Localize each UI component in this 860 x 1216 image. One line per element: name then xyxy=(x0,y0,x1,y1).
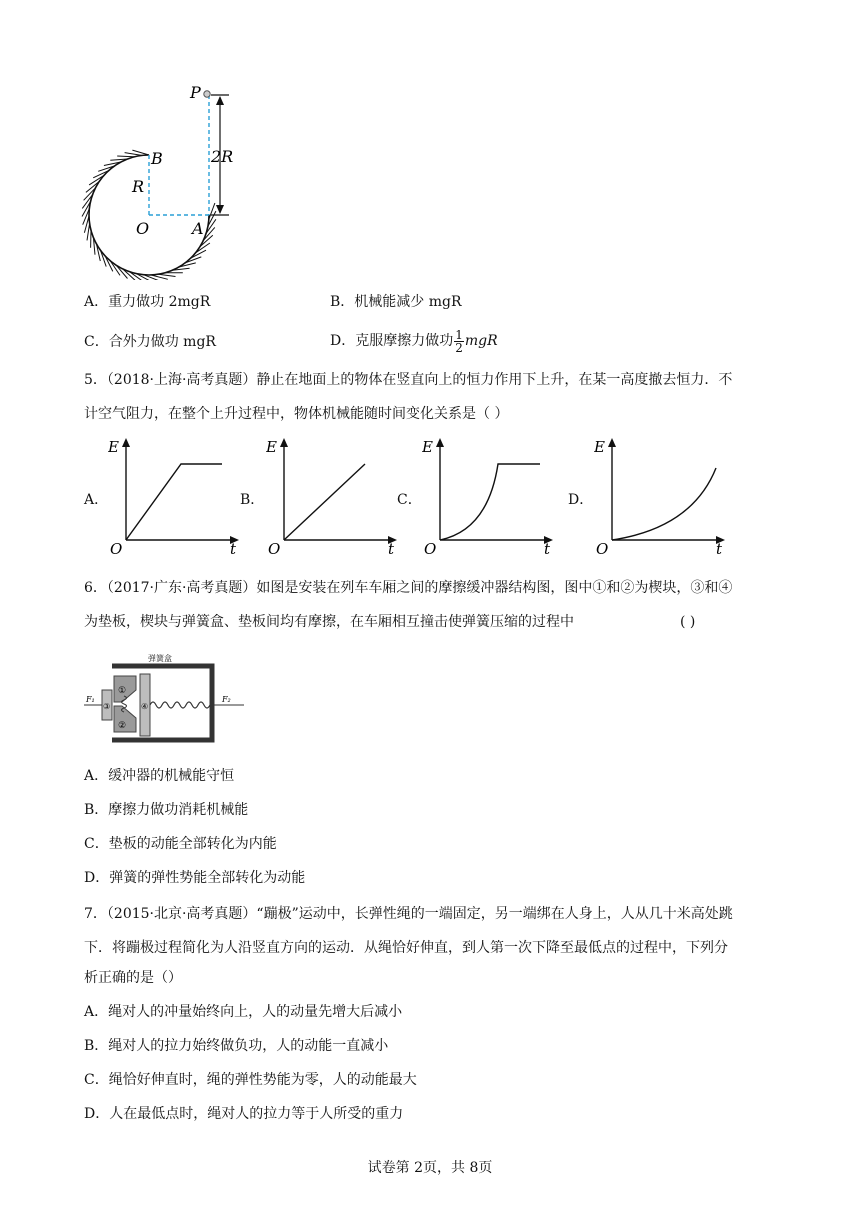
page-footer: 试卷第 2页，共 8页 xyxy=(367,1160,493,1176)
label-e: E xyxy=(422,438,433,456)
option-letter: C． xyxy=(84,334,109,350)
option-tail: mgR xyxy=(464,333,498,349)
q4-option-a[interactable] xyxy=(84,292,210,312)
option-text: 合外力做功 mgR xyxy=(108,334,216,350)
curve-b xyxy=(284,464,365,540)
q6-option-b[interactable]: B．摩擦力做功消耗机械能 xyxy=(84,802,249,818)
label-r: R xyxy=(132,177,145,196)
q5-graph-a[interactable] xyxy=(108,434,248,556)
q7-option-b[interactable]: B．绳对人的拉力始终做负功，人的动能一直减小 xyxy=(84,1038,389,1054)
option-text: 克服摩擦力做功 xyxy=(355,333,454,349)
q6-stem-line2: 为垫板，楔块与弹簧盒、垫板间均有摩擦，在车厢相互撞击使弹簧压缩的过程中 xyxy=(84,614,574,630)
q7-option-a[interactable]: A．绳对人的冲量始终向上，人的动量先增大后减小 xyxy=(84,1004,403,1020)
curve-c xyxy=(440,464,540,540)
q7-stem-line3: 析正确的是（） xyxy=(84,970,182,986)
force-f1-label: F₁ xyxy=(86,695,95,704)
q7-stem-line1: 7．（2015·北京·高考真题）“蹦极”运动中，长弹性绳的一端固定，另一端绑在人身上，人从几十米高处跳 xyxy=(84,906,733,922)
q5-graph-d[interactable] xyxy=(594,434,734,556)
label-t: t xyxy=(388,540,395,556)
wedge-1-label: ① xyxy=(118,686,127,696)
label-2r: 2R xyxy=(211,147,234,166)
y-arrow xyxy=(608,438,616,447)
wedge-2-label: ② xyxy=(118,721,127,731)
curve-a xyxy=(126,464,222,540)
q4-option-b[interactable] xyxy=(330,292,462,312)
label-b: B xyxy=(151,149,163,168)
q5-graph-c-letter[interactable]: C． xyxy=(397,492,422,508)
label-t: t xyxy=(544,540,551,556)
q7-option-d[interactable]: D．人在最低点时，绳对人的拉力等于人所受的重力 xyxy=(84,1106,404,1122)
q6-option-a[interactable]: A．缓冲器的机械能守恒 xyxy=(84,768,235,784)
label-t: t xyxy=(716,540,723,556)
label-o: O xyxy=(424,540,437,556)
hatch-mark xyxy=(209,203,215,219)
option-letter: A． xyxy=(84,294,109,310)
label-t: t xyxy=(230,540,237,556)
option-text: 重力做功 2mgR xyxy=(108,294,211,310)
label-o: O xyxy=(268,540,281,556)
option-letter: D． xyxy=(330,333,356,349)
curve-d xyxy=(612,468,716,540)
pad-4-label: ④ xyxy=(141,702,149,711)
fraction-one-half: $\frac{1}{2}$ xyxy=(455,327,463,355)
option-letter: B． xyxy=(330,294,355,310)
q6-option-c[interactable]: C．垫板的动能全部转化为内能 xyxy=(84,836,277,852)
label-o: O xyxy=(110,540,123,556)
label-a: A xyxy=(192,219,204,238)
q5-stem-line1: 5．（2018·上海·高考真题）静止在地面上的物体在竖直向上的恒力作用下上升，在某一高度撤去恒力．不 xyxy=(84,372,733,388)
q5-graph-b[interactable] xyxy=(266,434,406,556)
pad-3-label: ③ xyxy=(103,702,111,711)
q6-buffer-figure xyxy=(84,650,244,750)
q6-option-d[interactable]: D．弹簧的弹性势能全部转化为动能 xyxy=(84,870,306,886)
q7-stem-line2: 下．将蹦极过程简化为人沿竖直方向的运动．从绳恰好伸直，到人第一次下降至最低点的过程中，下列分 xyxy=(84,940,728,956)
label-p: P xyxy=(190,83,201,102)
q5-graph-a-letter[interactable]: A． xyxy=(84,492,109,508)
q7-option-c[interactable]: C．绳恰好伸直时，绳的弹性势能为零，人的动能最大 xyxy=(84,1072,417,1088)
option-text: 机械能减少 mgR xyxy=(354,294,462,310)
label-e: E xyxy=(266,438,277,456)
q5-graph-b-letter[interactable]: B． xyxy=(240,492,265,508)
q5-graph-d-letter[interactable]: D． xyxy=(568,492,594,508)
dim-arrow-bottom xyxy=(216,205,224,214)
q4-figure xyxy=(80,80,250,280)
dim-arrow-top xyxy=(216,96,224,105)
q5-stem-line2: 计空气阻力，在整个上升过程中，物体机械能随时间变化关系是（ ） xyxy=(84,406,509,422)
force-f2-label: F₂ xyxy=(222,695,231,704)
q6-answer-paren: ( ) xyxy=(680,614,696,630)
y-arrow xyxy=(122,438,130,447)
q5-graph-c[interactable] xyxy=(422,434,562,556)
point-p xyxy=(204,91,210,97)
label-o: O xyxy=(136,219,150,238)
y-arrow xyxy=(280,438,288,447)
label-o: O xyxy=(596,540,609,556)
label-e: E xyxy=(108,438,119,456)
q4-option-c[interactable] xyxy=(84,332,216,352)
q6-stem-line1: 6．（2017·广东·高考真题）如图是安装在列车车厢之间的摩擦缓冲器结构图，图中①和②为楔块，③和④ xyxy=(84,580,733,596)
label-e: E xyxy=(594,438,605,456)
spring-box-label: 弹簧盒 xyxy=(148,654,172,663)
q4-option-d[interactable] xyxy=(330,326,498,356)
y-arrow xyxy=(436,438,444,447)
